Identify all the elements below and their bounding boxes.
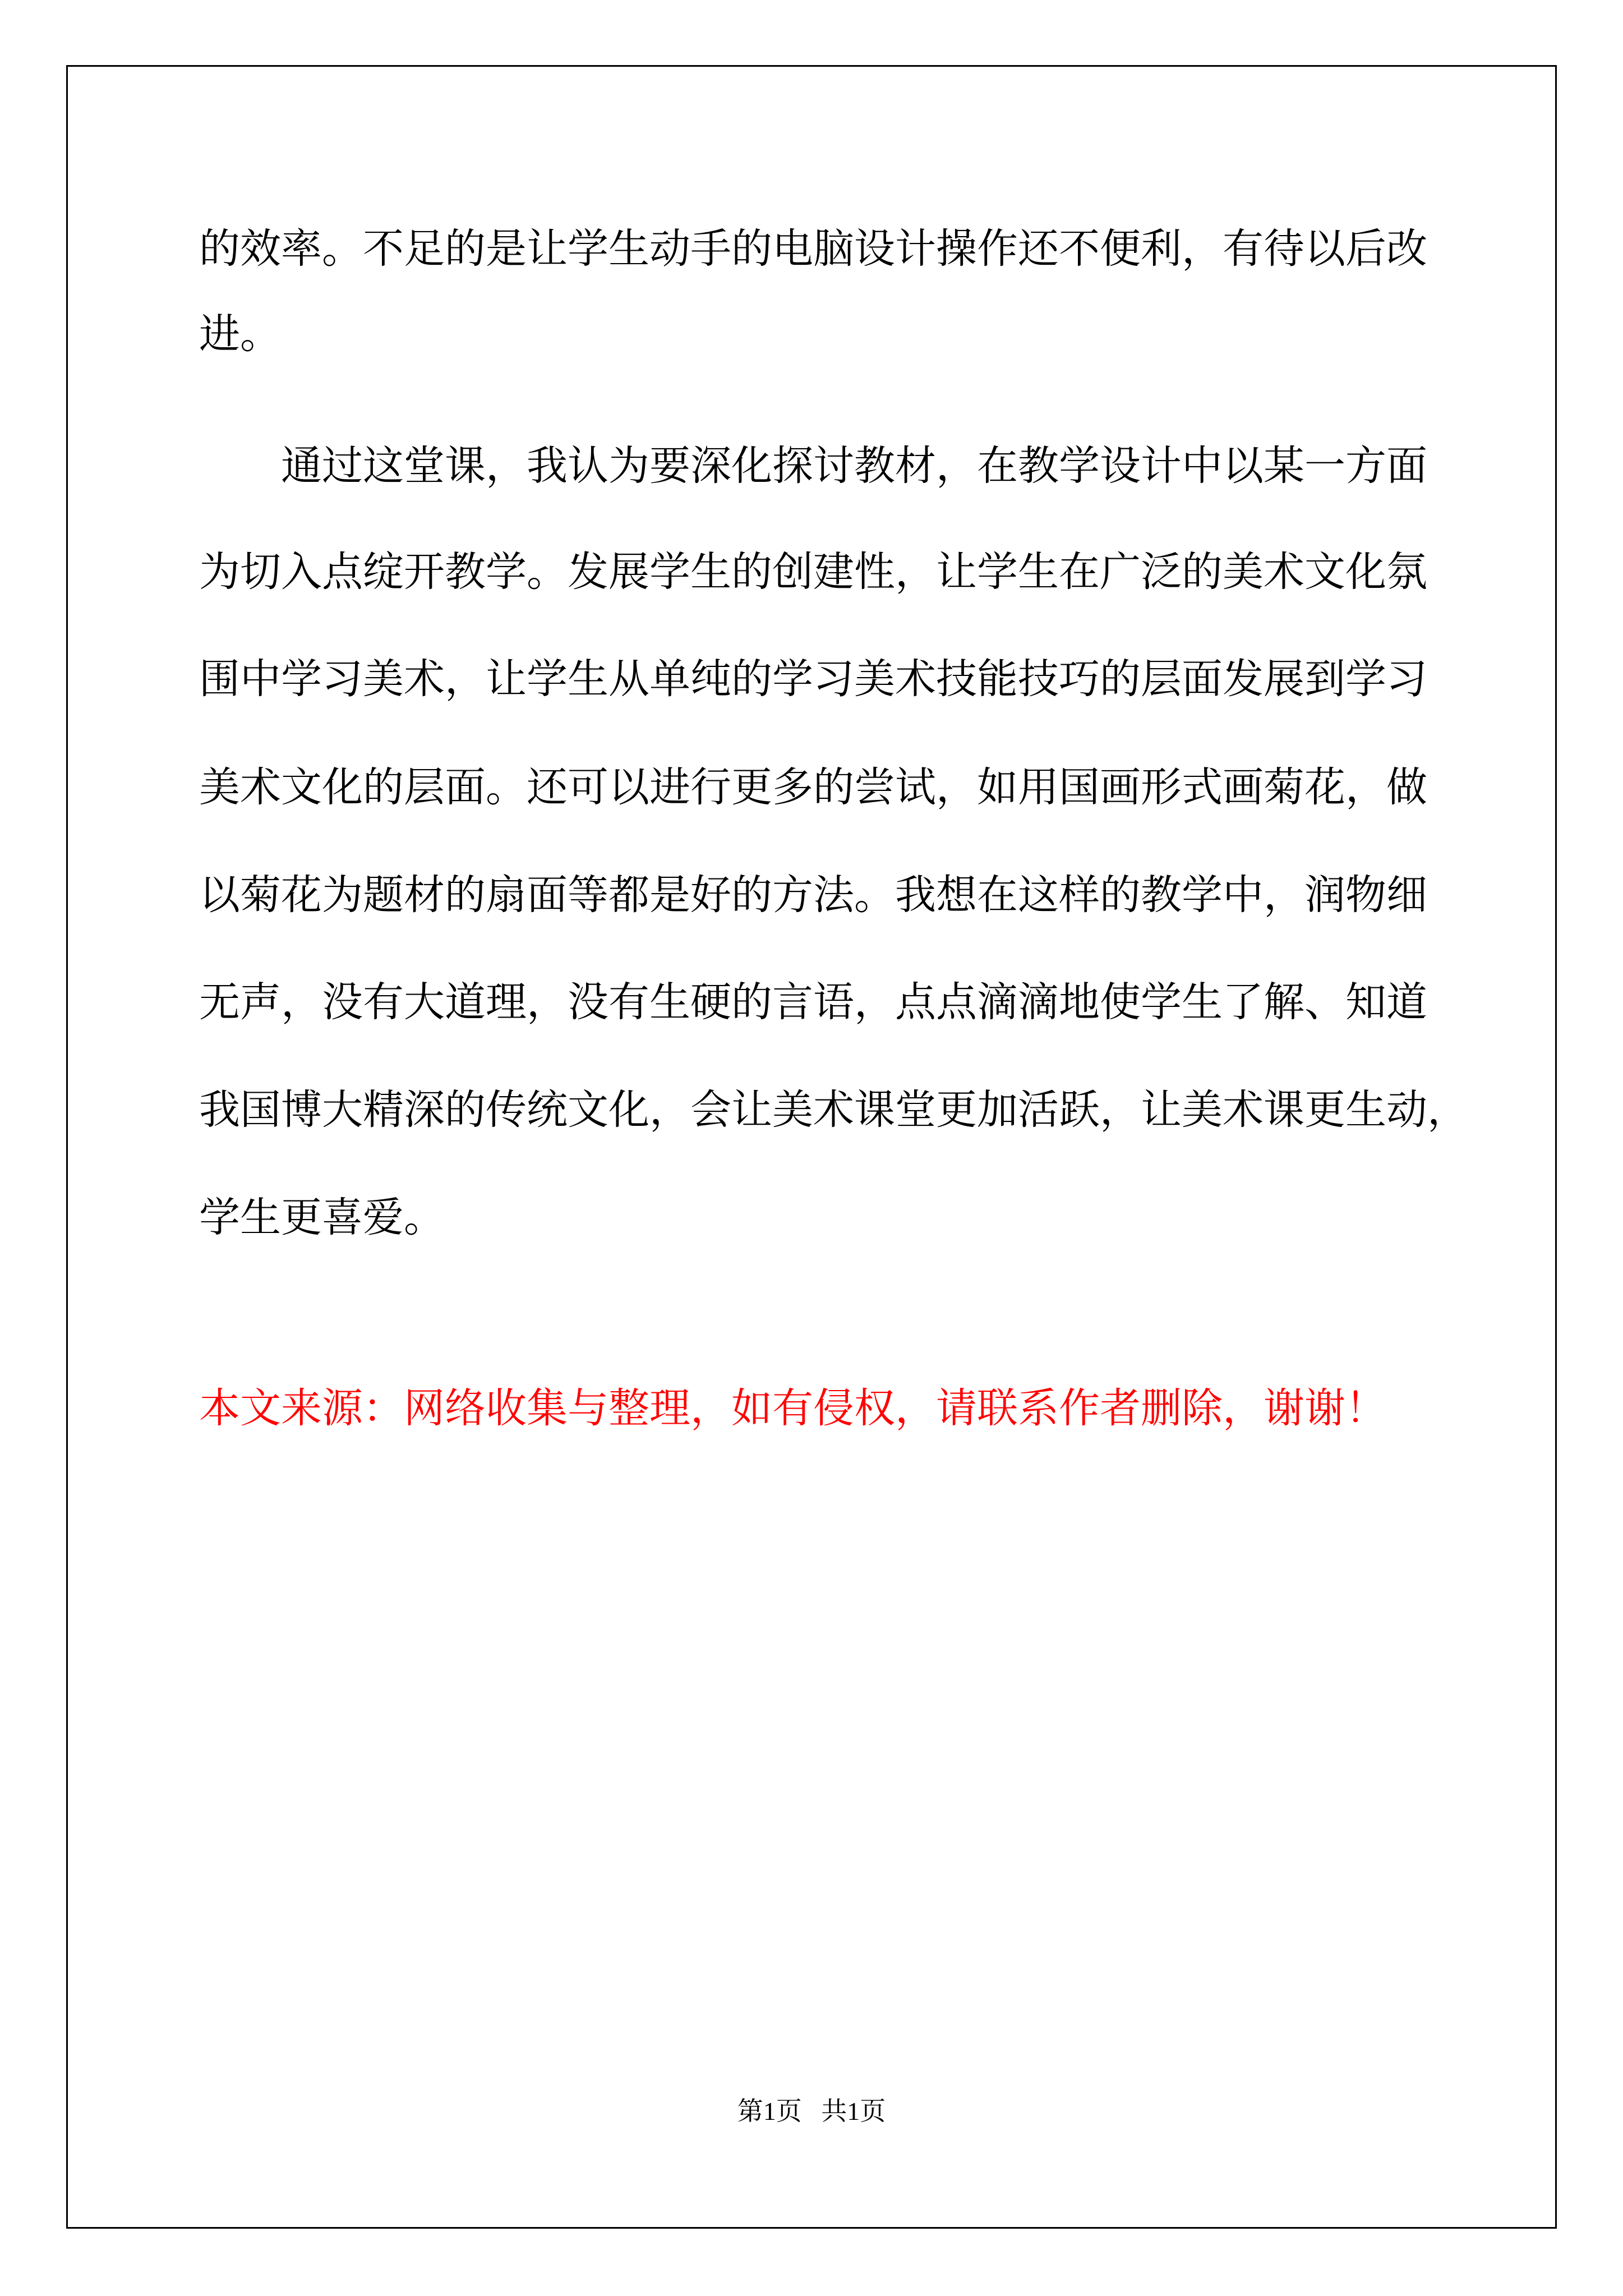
body-line: 通过这堂课，我认为要深化探讨教材，在教学设计中以某一方面 [199,442,1427,490]
body-line: 围中学习美术，让学生从单纯的学习美术技能技巧的层面发展到学习 [199,655,1427,703]
body-line: 无声，没有大道理，没有生硬的言语，点点滴滴地使学生了解、知道 [199,978,1427,1026]
body-line: 进。 [199,310,281,358]
page-number-footer: 第1页 共1页 [737,2097,886,2125]
body-line: 美术文化的层面。还可以进行更多的尝试，如用国画形式画菊花，做 [199,763,1427,811]
body-line: 为切入点绽开教学。发展学生的创建性，让学生在广泛的美术文化氛 [199,548,1427,596]
page-border [66,65,1557,2229]
body-line: 以菊花为题材的扇面等都是好的方法。我想在这样的教学中，润物细 [199,871,1427,919]
body-line: 的效率。不足的是让学生动手的电脑设计操作还不便利，有待以后改 [199,225,1427,273]
body-line: 我国博大精深的传统文化，会让美术课堂更加活跃，让美术课更生动， [199,1086,1468,1134]
body-line: 学生更喜爱。 [199,1194,445,1241]
source-disclaimer: 本文来源：网络收集与整理，如有侵权，请联系作者删除，谢谢！ [199,1384,1386,1432]
